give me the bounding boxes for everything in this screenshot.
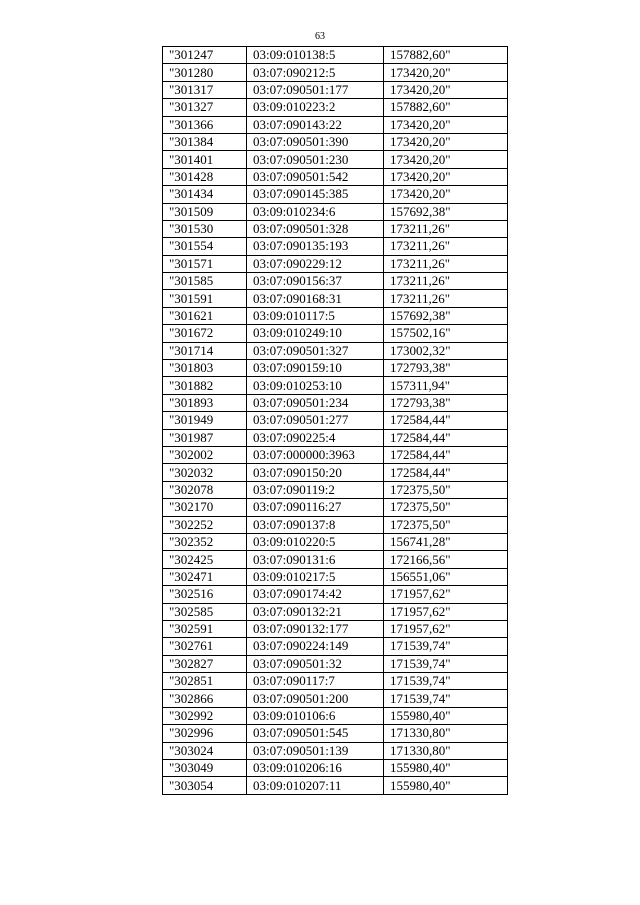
record-id-cell: "301621 [163,307,247,324]
cadastral-number-cell: 03:09:010207:11 [247,777,384,794]
record-id-cell: "301327 [163,99,247,116]
record-id-cell: "301509 [163,203,247,220]
value-cell: 173420,20" [384,116,508,133]
table-row [163,273,508,290]
table-row [163,342,508,359]
cadastral-number-cell: 03:07:090117:7 [247,673,384,690]
record-id-cell: "302425 [163,551,247,568]
record-id-cell: "302471 [163,568,247,585]
value-cell: 172375,50" [384,481,508,498]
data-table [162,46,508,795]
table-row [163,151,508,168]
cadastral-number-cell: 03:07:090119:2 [247,481,384,498]
record-id-cell: "302585 [163,603,247,620]
cadastral-number-cell: 03:07:090132:21 [247,603,384,620]
value-cell: 171539,74" [384,673,508,690]
cadastral-number-cell: 03:07:090501:230 [247,151,384,168]
record-id-cell: "302827 [163,655,247,672]
value-cell: 171957,62" [384,586,508,603]
value-cell: 157502,16" [384,325,508,342]
value-cell: 171957,62" [384,603,508,620]
record-id-cell: "303024 [163,742,247,759]
table-row [163,551,508,568]
cadastral-number-cell: 03:07:090501:234 [247,394,384,411]
cadastral-number-cell: 03:09:010249:10 [247,325,384,342]
cadastral-number-cell: 03:07:090131:6 [247,551,384,568]
cadastral-number-cell: 03:07:090501:327 [247,342,384,359]
cadastral-number-cell: 03:07:090137:8 [247,516,384,533]
table-row [163,47,508,64]
record-id-cell: "302352 [163,533,247,550]
cadastral-number-cell: 03:07:090135:193 [247,238,384,255]
table-row [163,64,508,81]
value-cell: 173420,20" [384,64,508,81]
table-row [163,760,508,777]
table-row [163,116,508,133]
cadastral-number-cell: 03:07:090145:385 [247,186,384,203]
table-row [163,620,508,637]
cadastral-number-cell: 03:07:090501:542 [247,168,384,185]
cadastral-number-cell: 03:07:090501:177 [247,81,384,98]
value-cell: 173420,20" [384,133,508,150]
record-id-cell: "301434 [163,186,247,203]
table-row [163,394,508,411]
cadastral-number-cell: 03:09:010117:5 [247,307,384,324]
table-row [163,725,508,742]
value-cell: 156551,06" [384,568,508,585]
table-row [163,255,508,272]
table-row [163,412,508,429]
cadastral-number-cell: 03:09:010253:10 [247,377,384,394]
table-row [163,429,508,446]
table-row [163,464,508,481]
record-id-cell: "302851 [163,673,247,690]
record-id-cell: "302591 [163,620,247,637]
table-row [163,377,508,394]
cadastral-number-cell: 03:07:090501:200 [247,690,384,707]
value-cell: 171330,80" [384,742,508,759]
value-cell: 155980,40" [384,777,508,794]
cadastral-number-cell: 03:07:090229:12 [247,255,384,272]
table-row [163,568,508,585]
record-id-cell: "301384 [163,133,247,150]
record-id-cell: "301554 [163,238,247,255]
value-cell: 173211,26" [384,273,508,290]
value-cell: 156741,28" [384,533,508,550]
record-id-cell: "303054 [163,777,247,794]
record-id-cell: "302516 [163,586,247,603]
cadastral-number-cell: 03:07:090501:545 [247,725,384,742]
table-row [163,586,508,603]
cadastral-number-cell: 03:07:090116:27 [247,499,384,516]
value-cell: 157882,60" [384,47,508,64]
cadastral-number-cell: 03:07:090224:149 [247,638,384,655]
table-row [163,673,508,690]
value-cell: 172166,56" [384,551,508,568]
table-row [163,446,508,463]
cadastral-number-cell: 03:07:090501:277 [247,412,384,429]
table-row [163,533,508,550]
page-number: 63 [315,31,325,42]
value-cell: 171957,62" [384,620,508,637]
table-row [163,186,508,203]
cadastral-number-cell: 03:09:010223:2 [247,99,384,116]
value-cell: 171539,74" [384,638,508,655]
record-id-cell: "302996 [163,725,247,742]
table-row [163,655,508,672]
value-cell: 172584,44" [384,464,508,481]
record-id-cell: "301317 [163,81,247,98]
cadastral-number-cell: 03:09:010217:5 [247,568,384,585]
value-cell: 173211,26" [384,255,508,272]
table-row [163,516,508,533]
record-id-cell: "301428 [163,168,247,185]
value-cell: 155980,40" [384,760,508,777]
table-row [163,777,508,794]
value-cell: 157692,38" [384,203,508,220]
record-id-cell: "302992 [163,707,247,724]
cadastral-number-cell: 03:09:010220:5 [247,533,384,550]
value-cell: 172584,44" [384,412,508,429]
cadastral-number-cell: 03:07:090150:20 [247,464,384,481]
table-row [163,307,508,324]
table-row [163,742,508,759]
value-cell: 171539,74" [384,655,508,672]
table-row [163,290,508,307]
value-cell: 172375,50" [384,516,508,533]
record-id-cell: "301949 [163,412,247,429]
table-body [163,47,508,795]
value-cell: 172375,50" [384,499,508,516]
value-cell: 157311,94" [384,377,508,394]
record-id-cell: "301247 [163,47,247,64]
record-id-cell: "302252 [163,516,247,533]
record-id-cell: "301530 [163,220,247,237]
value-cell: 173420,20" [384,151,508,168]
record-id-cell: "301714 [163,342,247,359]
record-id-cell: "301585 [163,273,247,290]
table-row [163,690,508,707]
table-row [163,360,508,377]
value-cell: 173420,20" [384,81,508,98]
cadastral-number-cell: 03:07:090501:390 [247,133,384,150]
record-id-cell: "301893 [163,394,247,411]
record-id-cell: "301803 [163,360,247,377]
value-cell: 173211,26" [384,290,508,307]
record-id-cell: "301987 [163,429,247,446]
record-id-cell: "303049 [163,760,247,777]
cadastral-number-cell: 03:07:090159:10 [247,360,384,377]
cadastral-number-cell: 03:07:090156:37 [247,273,384,290]
value-cell: 172793,38" [384,360,508,377]
value-cell: 155980,40" [384,707,508,724]
record-id-cell: "301591 [163,290,247,307]
record-id-cell: "301401 [163,151,247,168]
cadastral-number-cell: 03:07:090168:31 [247,290,384,307]
value-cell: 173211,26" [384,220,508,237]
value-cell: 157882,60" [384,99,508,116]
table-row [163,168,508,185]
table-row [163,133,508,150]
value-cell: 171330,80" [384,725,508,742]
record-id-cell: "302170 [163,499,247,516]
table-row [163,238,508,255]
value-cell: 157692,38" [384,307,508,324]
cadastral-number-cell: 03:07:090143:22 [247,116,384,133]
value-cell: 173420,20" [384,186,508,203]
cadastral-number-cell: 03:07:090132:177 [247,620,384,637]
table-row [163,220,508,237]
cadastral-number-cell: 03:07:090212:5 [247,64,384,81]
table-row [163,603,508,620]
record-id-cell: "302002 [163,446,247,463]
record-id-cell: "301882 [163,377,247,394]
table-row [163,325,508,342]
table-row [163,99,508,116]
record-id-cell: "301672 [163,325,247,342]
value-cell: 173211,26" [384,238,508,255]
cadastral-number-cell: 03:07:090501:32 [247,655,384,672]
table-row [163,707,508,724]
record-id-cell: "302078 [163,481,247,498]
cadastral-number-cell: 03:07:090225:4 [247,429,384,446]
value-cell: 173420,20" [384,168,508,185]
record-id-cell: "301366 [163,116,247,133]
cadastral-number-cell: 03:09:010234:6 [247,203,384,220]
cadastral-number-cell: 03:07:090174:42 [247,586,384,603]
cadastral-number-cell: 03:09:010206:16 [247,760,384,777]
cadastral-number-cell: 03:07:000000:3963 [247,446,384,463]
value-cell: 171539,74" [384,690,508,707]
record-id-cell: "302761 [163,638,247,655]
table-row [163,81,508,98]
value-cell: 172584,44" [384,446,508,463]
table-row [163,203,508,220]
value-cell: 172793,38" [384,394,508,411]
table-row [163,481,508,498]
cadastral-number-cell: 03:09:010106:6 [247,707,384,724]
record-id-cell: "301571 [163,255,247,272]
value-cell: 172584,44" [384,429,508,446]
record-id-cell: "302866 [163,690,247,707]
record-id-cell: "302032 [163,464,247,481]
record-id-cell: "301280 [163,64,247,81]
cadastral-number-cell: 03:07:090501:328 [247,220,384,237]
cadastral-number-cell: 03:09:010138:5 [247,47,384,64]
cadastral-number-cell: 03:07:090501:139 [247,742,384,759]
table-row [163,638,508,655]
value-cell: 173002,32" [384,342,508,359]
table-row [163,499,508,516]
